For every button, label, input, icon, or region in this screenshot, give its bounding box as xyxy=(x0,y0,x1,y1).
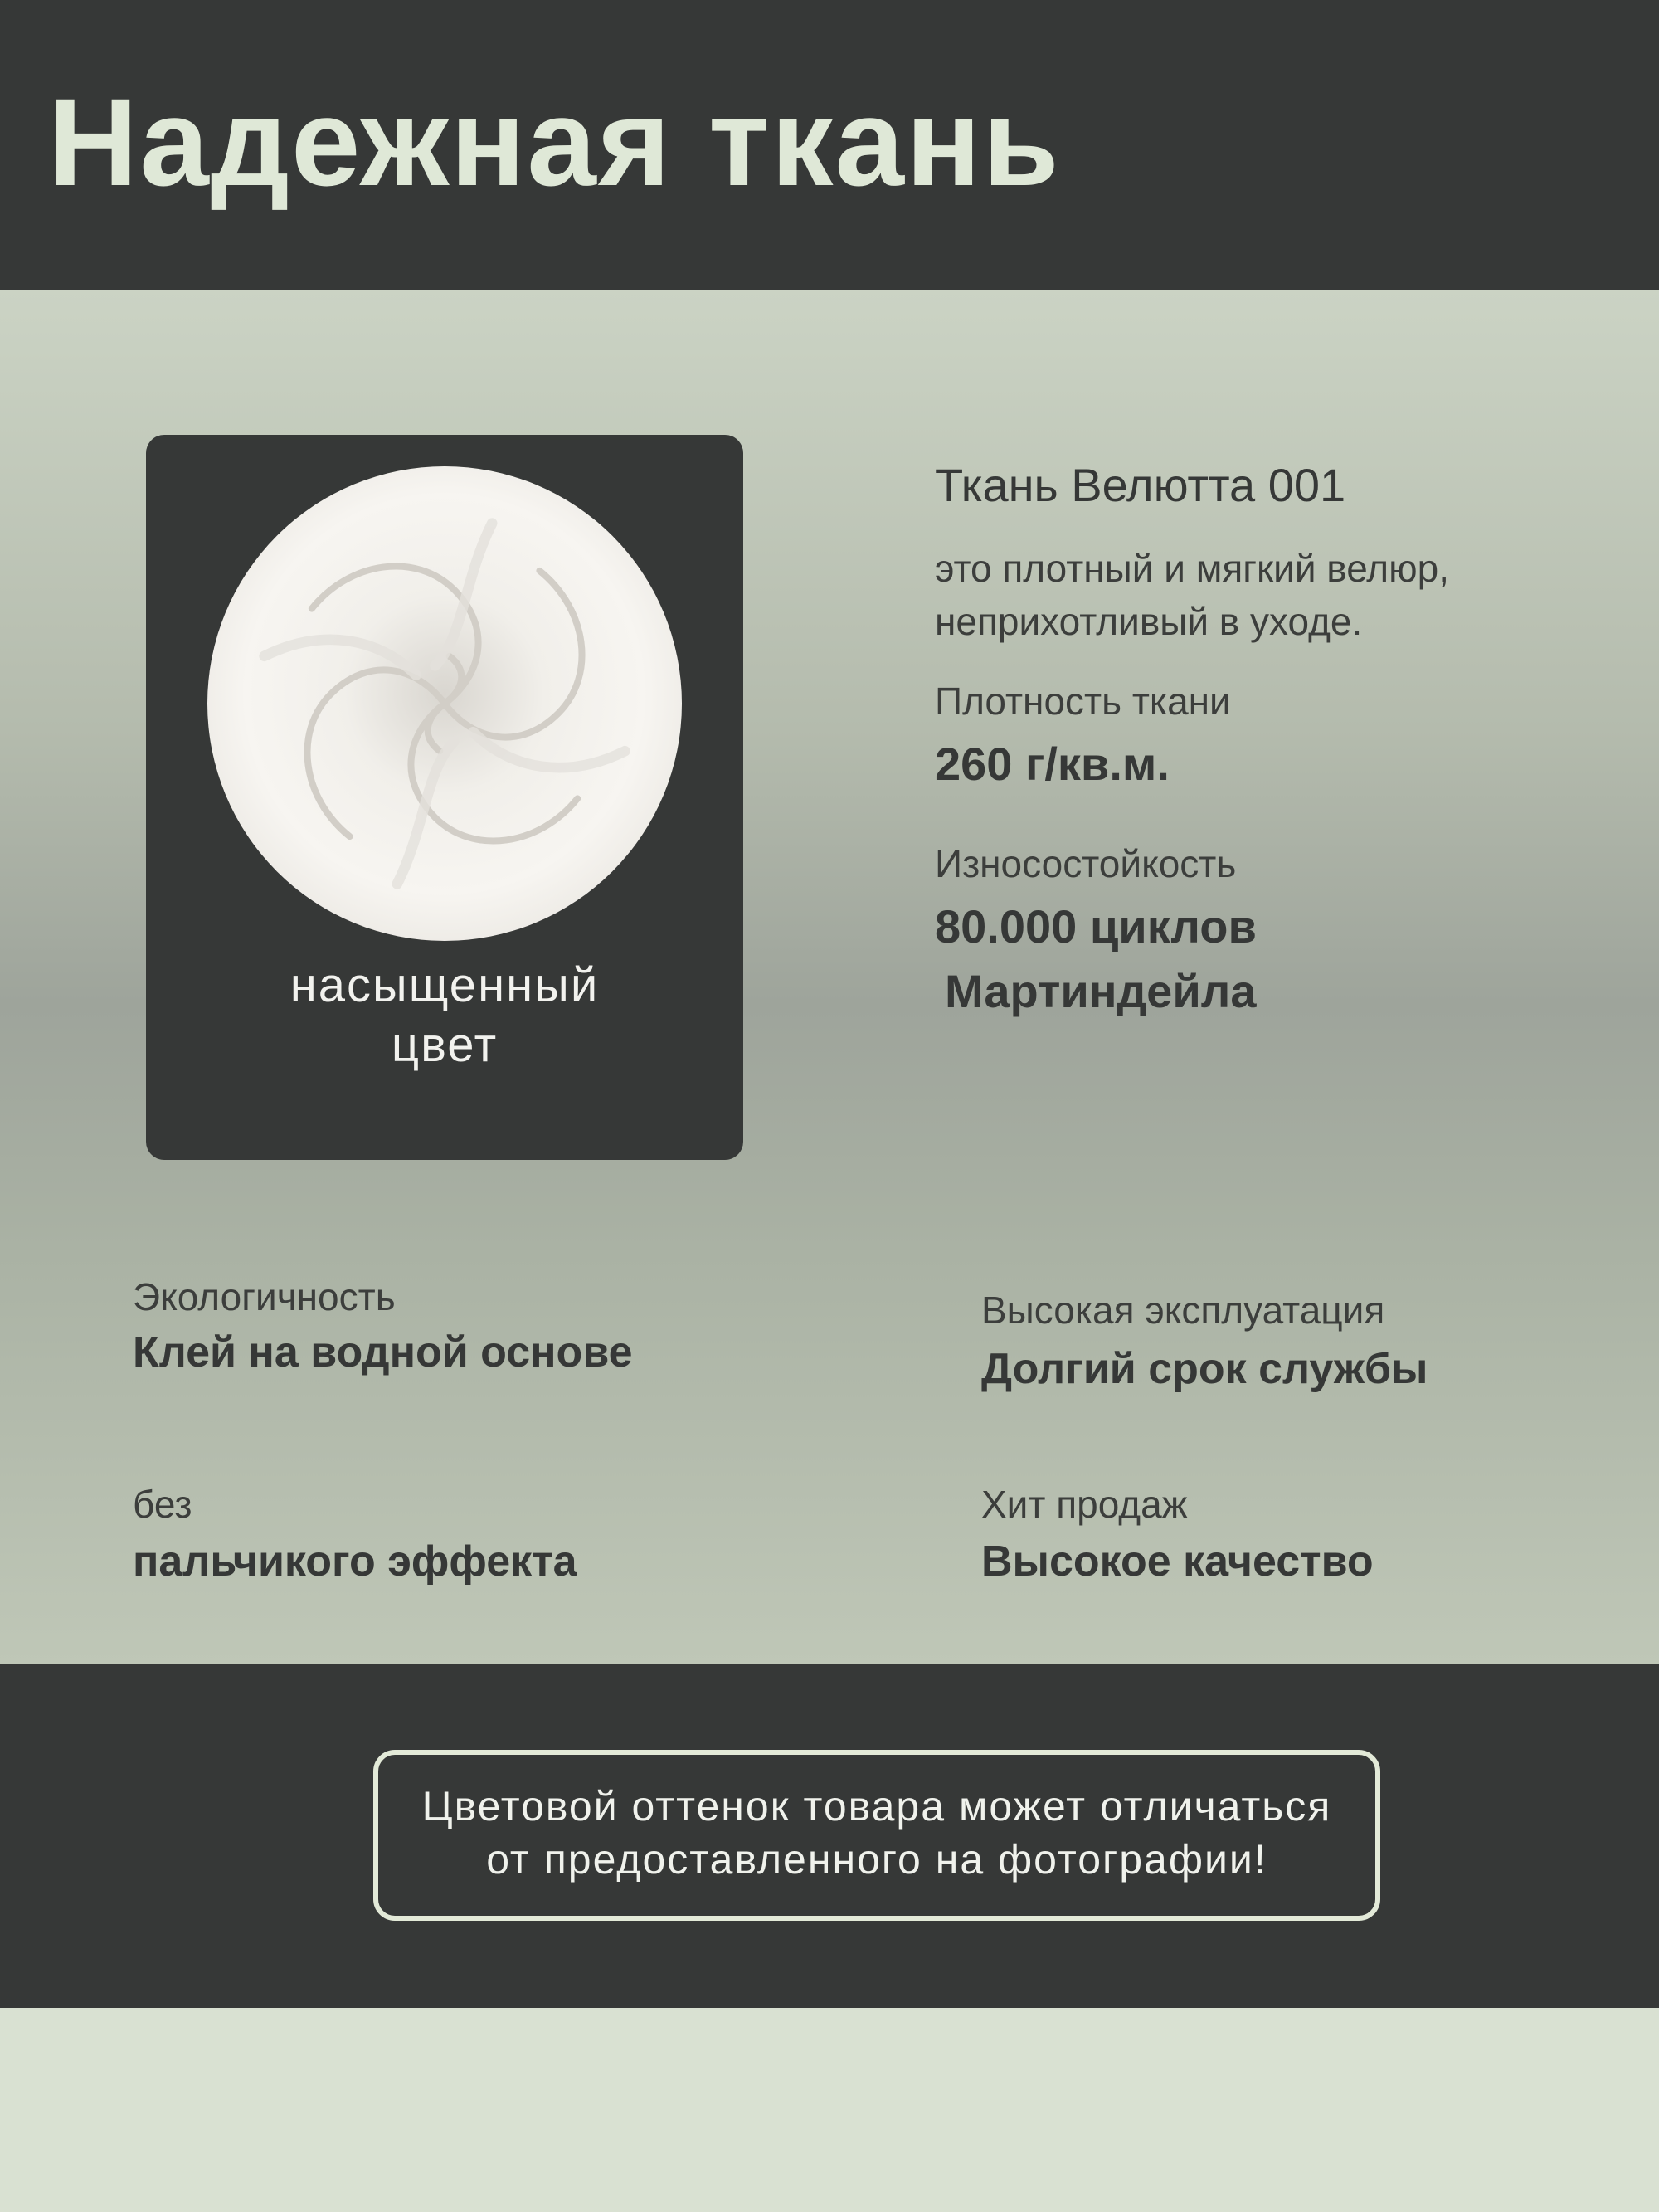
feature-value-usage: Долгий срок службы xyxy=(981,1345,1428,1393)
page-title: Надежная ткань xyxy=(48,72,1061,212)
header-bar xyxy=(0,0,1659,290)
product-name: Ткань Велютта 001 xyxy=(935,459,1346,511)
swatch-caption xyxy=(146,956,743,1075)
fabric-swatch-image xyxy=(207,466,682,941)
wear-label: Износостойкость xyxy=(935,842,1237,885)
swatch-caption-line1: насыщенный xyxy=(289,958,600,1012)
feature-value-finger: пальчикого эффекта xyxy=(133,1537,577,1586)
swatch-caption-line2: цвет xyxy=(391,1018,499,1072)
product-desc-line2: неприхотливый в уходе. xyxy=(935,600,1363,643)
feature-value-eco: Клей на водной основе xyxy=(133,1328,633,1376)
feature-label-usage: Высокая эксплуатация xyxy=(981,1289,1385,1332)
notice-line2: от предоставленного на фотографии! xyxy=(486,1836,1267,1883)
density-label: Плотность ткани xyxy=(935,680,1231,723)
feature-label-hit: Хит продаж xyxy=(981,1483,1188,1526)
wear-value-line1: 80.000 циклов xyxy=(935,900,1257,953)
feature-label-eco: Экологичность xyxy=(133,1275,396,1318)
density-value: 260 г/кв.м. xyxy=(935,738,1170,790)
wear-value-line2: Мартиндейла xyxy=(945,965,1257,1017)
feature-value-hit: Высокое качество xyxy=(981,1537,1374,1586)
feature-label-finger: без xyxy=(133,1483,192,1526)
color-notice-box xyxy=(373,1750,1380,1921)
color-notice-text xyxy=(378,1780,1375,1886)
notice-line1: Цветовой оттенок товара может отличаться xyxy=(421,1783,1332,1830)
fabric-swatch-card xyxy=(146,435,743,1160)
product-desc-line1: это плотный и мягкий велюр, xyxy=(935,547,1449,590)
